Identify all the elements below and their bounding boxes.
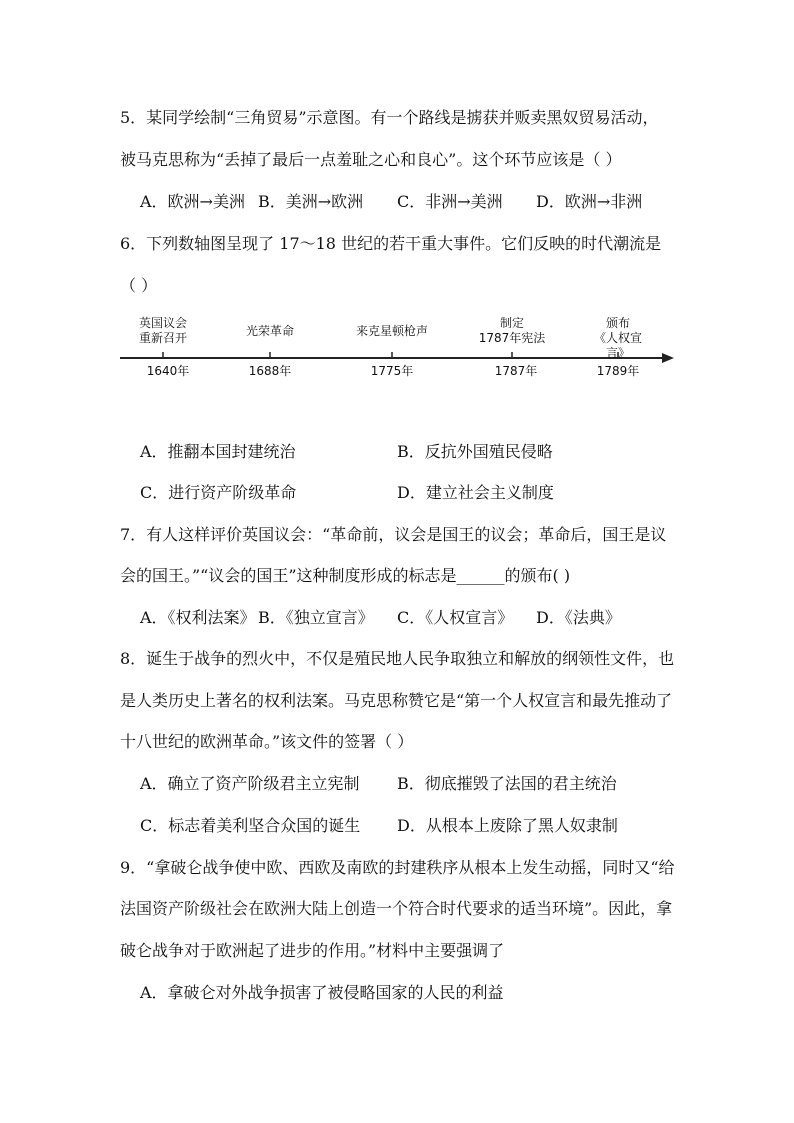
q8-stem-line1: 8．诞生于战争的烈火中，不仅是殖民地人民争取独立和解放的纲领性文件，也	[120, 649, 675, 668]
q5-option-b: B．美洲→欧洲	[258, 192, 364, 211]
q8-option-d: D．从根本上废除了黑人奴隶制	[397, 816, 618, 835]
timeline-year-1688: 1688年	[248, 364, 292, 378]
q9-stem-line3: 破仑战争对于欧洲起了进步的作用。”材料中主要强调了	[120, 941, 505, 960]
q6-stem-line1: 6．下列数轴图呈现了 17～18 世纪的若干重大事件。它们反映的时代潮流是	[120, 234, 662, 253]
timeline-year-1640: 1640年	[146, 364, 190, 378]
q7-option-b: B．《独立宣言》	[258, 608, 374, 627]
q5-option-d: D．欧洲→非洲	[536, 192, 643, 211]
q7-stem-line1: 7．有人这样评价英国议会：“革命前，议会是国王的议会；革命后，国王是议	[120, 525, 667, 544]
q9-stem-line2: 法国资产阶级社会在欧洲大陆上创造一个符合时代要求的适当环境”。因此，拿	[120, 899, 673, 918]
q6-option-c: C．进行资产阶级革命	[140, 483, 297, 502]
timeline-event-1688: 光荣革命	[245, 324, 295, 338]
q8-option-b: B．彻底摧毁了法国的君主统治	[397, 774, 617, 793]
q6-option-b: B．反抗外国殖民侵略	[397, 442, 553, 461]
q9-stem-line1: 9．“拿破仑战争使中欧、西欧及南欧的封建秩序从根本上发生动摇，同时又“给	[120, 858, 675, 877]
timeline-event-1787: 制定 1787年宪法	[478, 316, 546, 345]
q5-option-c: C．非洲→美洲	[397, 192, 503, 211]
q5-option-a: A．欧洲→美洲	[140, 192, 245, 211]
q6-timeline	[118, 310, 678, 390]
q6-stem-line2: （ ）	[120, 276, 158, 295]
q9-option-a: A．拿破仑对外战争损害了被侵略国家的人民的利益	[140, 983, 504, 1002]
timeline-year-1775: 1775年	[370, 364, 414, 378]
timeline-year-1787: 1787年	[494, 364, 538, 378]
q8-option-a: A．确立了资产阶级君主立宪制	[140, 774, 360, 793]
timeline-event-1640: 英国议会 重新召开	[138, 316, 188, 345]
q5-stem-line1: 5．某同学绘制“三角贸易”示意图。有一个路线是掳获并贩卖黑奴贸易活动，	[120, 108, 659, 127]
q7-option-d: D．《法典》	[536, 608, 621, 627]
q6-option-a: A．推翻本国封建统治	[140, 442, 296, 461]
q7-option-a: A．《权利法案》	[140, 608, 256, 627]
q8-option-c: C．标志着美利坚合众国的诞生	[140, 816, 361, 835]
timeline-event-1775: 来克星顿枪声	[355, 324, 429, 338]
q7-stem-line2: 会的国王。”“议会的国王”这种制度形成的标志是______的颁布( )	[120, 566, 571, 585]
timeline-year-1789: 1789年	[596, 364, 640, 378]
q7-option-c: C．《人权宣言》	[397, 608, 514, 627]
timeline-event-1789: 颁布 《人权宣言》	[593, 316, 642, 360]
q6-option-d: D．建立社会主义制度	[397, 483, 554, 502]
q5-stem-line2: 被马克思称为“丢掉了最后一点羞耻之心和良心”。这个环节应该是（ ）	[120, 150, 622, 169]
q8-stem-line3: 十八世纪的欧洲革命。”该文件的签署（ ）	[120, 732, 414, 751]
q8-stem-line2: 是人类历史上著名的权利法案。马克思称赞它是“第一个人权宣言和最先推动了	[120, 691, 673, 710]
